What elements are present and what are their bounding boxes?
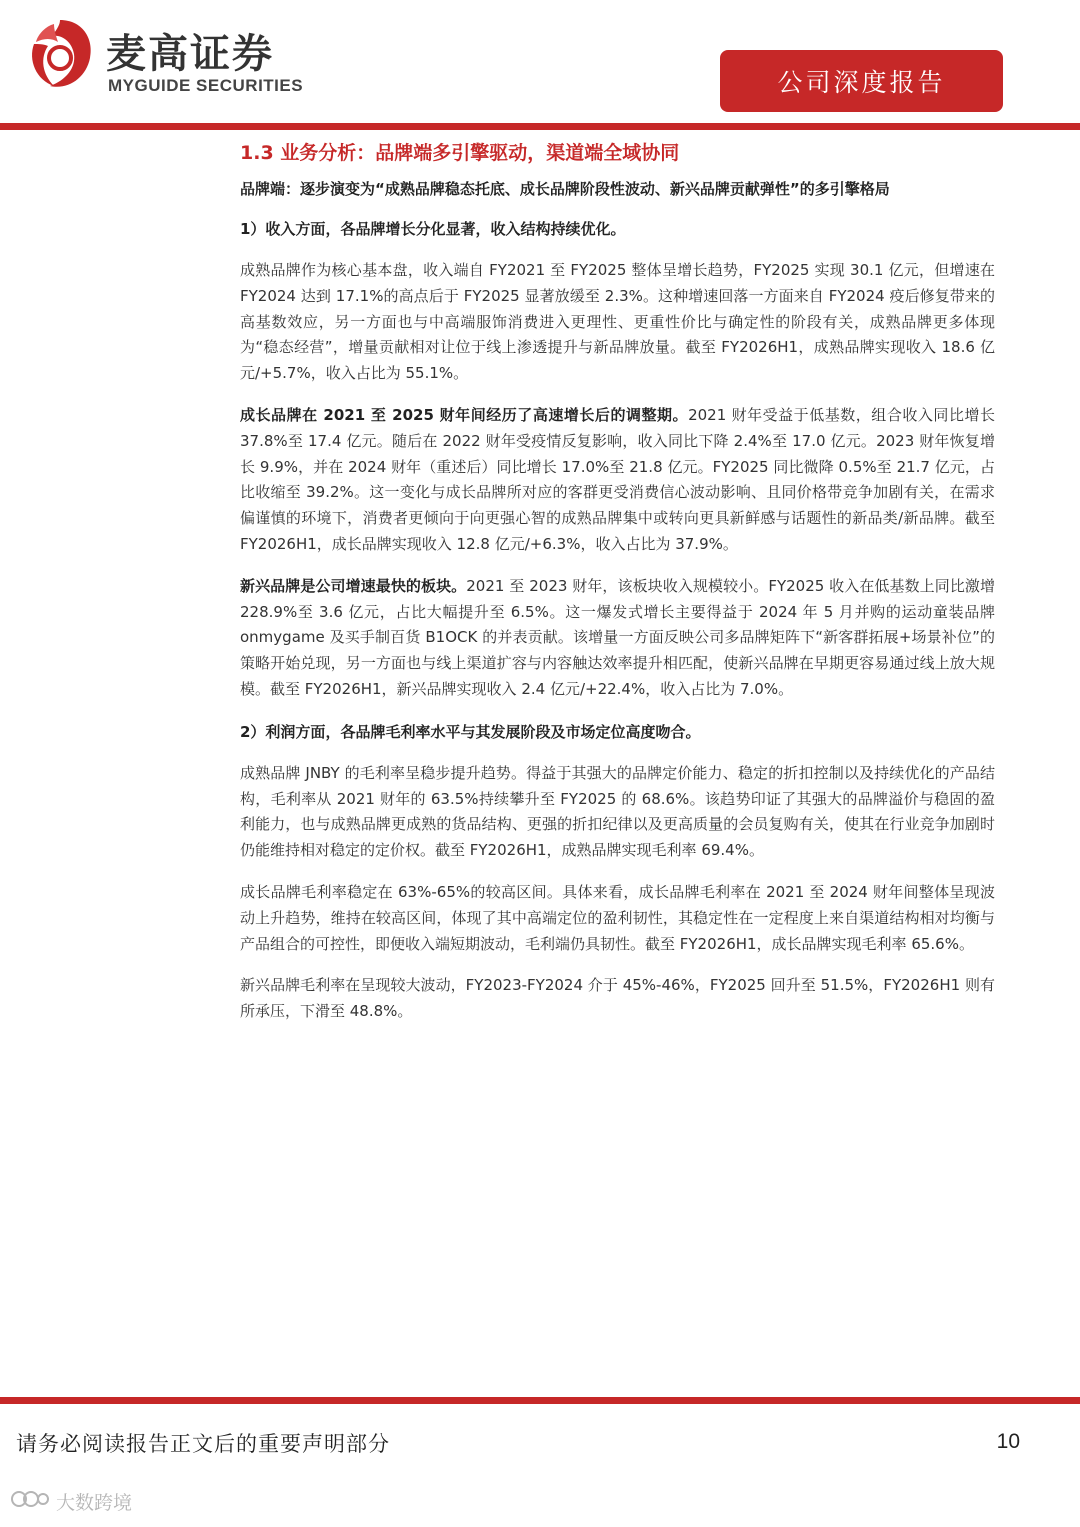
disclaimer-text: 请务必阅读报告正文后的重要声明部分 [16,1432,390,1456]
new-brand-revenue-lead: 新兴品牌是公司增速最快的板块。 [240,576,467,595]
growth-brand-revenue-paragraph [240,403,995,558]
growth-brand-revenue-body: 2021 财年受益于低基数，组合收入同比增长 37.8%至 17.4 亿元。随后在 2022 财年受疫情反复影响，收入同比下降 2.4%至 17.0 亿元。2023 财年恢复增长 9.9%，并在 2024 财年（重述后）同比增长 17.0%至 21.8 亿元。FY2025 同比微降 0.5%至 21.7 亿元，占比收缩至 39.2%。这一变化与成长品牌所对应的客群更受消费信心波动影响、且同价格带竞争加剧有关，在需求偏谨慎的环境下，消费者更倾向于向更强心智的成熟品牌集中或转向更具新鲜感与话题性的新品类/新品牌。截至 FY2026H1，成长品牌实现收入 12.8 亿元/+6.3%，收入占比为 37.9%。 [240,405,995,553]
logo-english-name: MYGUIDE SECURITIES [108,76,304,95]
new-brand-revenue-body: 2021 至 2023 财年，该板块收入规模较小。FY2025 收入在低基数上同比激增 228.9%至 3.6 亿元，占比大幅提升至 6.5%。这一爆发式增长主要得益于 2024 年 5 月并购的运动童装品牌 onmygame 及买手制百货 B1OCK 的并表贡献。该增量一方面反映公司多品牌矩阵下“新客群拓展+场景补位”的策略开始兑现，另一方面也与线上渠道扩容与内容触达效率提升相匹配，使新兴品牌在早期更容易通过线上放大规模。截至 FY2026H1，新兴品牌实现收入 2.4 亿元/+22.4%，收入占比为 7.0%。 [240,576,995,698]
watermark-logo-icon [10,1488,50,1515]
watermark-text: 大数跨境 [56,1492,133,1514]
growth-brand-revenue-lead: 成长品牌在 2021 至 2025 财年间经历了高速增长后的调整期。 [240,405,689,424]
watermark [10,1488,132,1515]
report-type-badge: 公司深度报告 [720,50,1003,112]
logo-chinese-name: 麦高证券 [106,31,274,77]
profit-point-heading: 2）利润方面，各品牌毛利率水平与其发展阶段及市场定位高度吻合。 [240,722,701,741]
myguide-logo-icon [24,14,96,94]
header-divider [0,123,1080,130]
report-body [240,138,995,1041]
brand-lead-statement: 品牌端：逐步演变为“成熟品牌稳态托底、成长品牌阶段性波动、新兴品牌贡献弹性”的多引擎格局 [240,180,890,198]
growth-brand-margin-paragraph: 成长品牌毛利率稳定在 63%-65%的较高区间。具体来看，成长品牌毛利率在 2021 至 2024 财年间整体呈现波动上升趋势，维持在较高区间，体现了其中高端定位的盈利韧性，其稳定性在一定程度上来自渠道结构相对均衡与产品组合的可控性，即便收入端短期波动，毛利端仍具韧性。截至 FY2026H1，成长品牌实现毛利率 65.6%。 [240,882,995,953]
mature-brand-margin-paragraph: 成熟品牌 JNBY 的毛利率呈稳步提升趋势。得益于其强大的品牌定价能力、稳定的折扣控制以及持续优化的产品结构，毛利率从 2021 财年的 63.5%持续攀升至 FY2025 的 68.6%。该趋势印证了其强大的品牌溢价与稳固的盈利能力，也与成熟品牌更成熟的货品结构、更强的折扣纪律以及更高质量的会员复购有关，使其在行业竞争加剧时仍能维持相对稳定的定价权。截至 FY2026H1，成熟品牌实现毛利率 69.4%。 [240,763,995,860]
new-brand-margin-paragraph: 新兴品牌毛利率在呈现较大波动，FY2023-FY2024 介于 45%-46%，FY2025 回升至 51.5%，FY2026H1 则有所承压，下滑至 48.8%。 [240,976,995,1021]
section-title: 1.3 业务分析：品牌端多引擎驱动，渠道端全域协同 [240,142,680,164]
page-header [0,0,1080,130]
footer-divider [0,1397,1080,1404]
new-brand-revenue-paragraph [240,574,995,703]
mature-brand-revenue-paragraph: 成熟品牌作为核心基本盘，收入端自 FY2021 至 FY2025 整体呈增长趋势，FY2025 实现 30.1 亿元，但增速在 FY2024 达到 17.1%的高点后于 FY2025 显著放缓至 2.3%。这种增速回落一方面来自 FY2024 疫后修复带来的高基数效应，另一方面也与中高端服饰消费进入更理性、更重性价比与确定性的阶段有关，成熟品牌更多体现为“稳态经营”，增量贡献相对让位于线上渗透提升与新品牌放量。截至 FY2026H1，成熟品牌实现收入 18.6 亿元/+5.7%，收入占比为 55.1%。 [240,261,995,383]
revenue-point-heading: 1）收入方面，各品牌增长分化显著，收入结构持续优化。 [240,220,626,238]
page-number: 10 [996,1430,1020,1453]
